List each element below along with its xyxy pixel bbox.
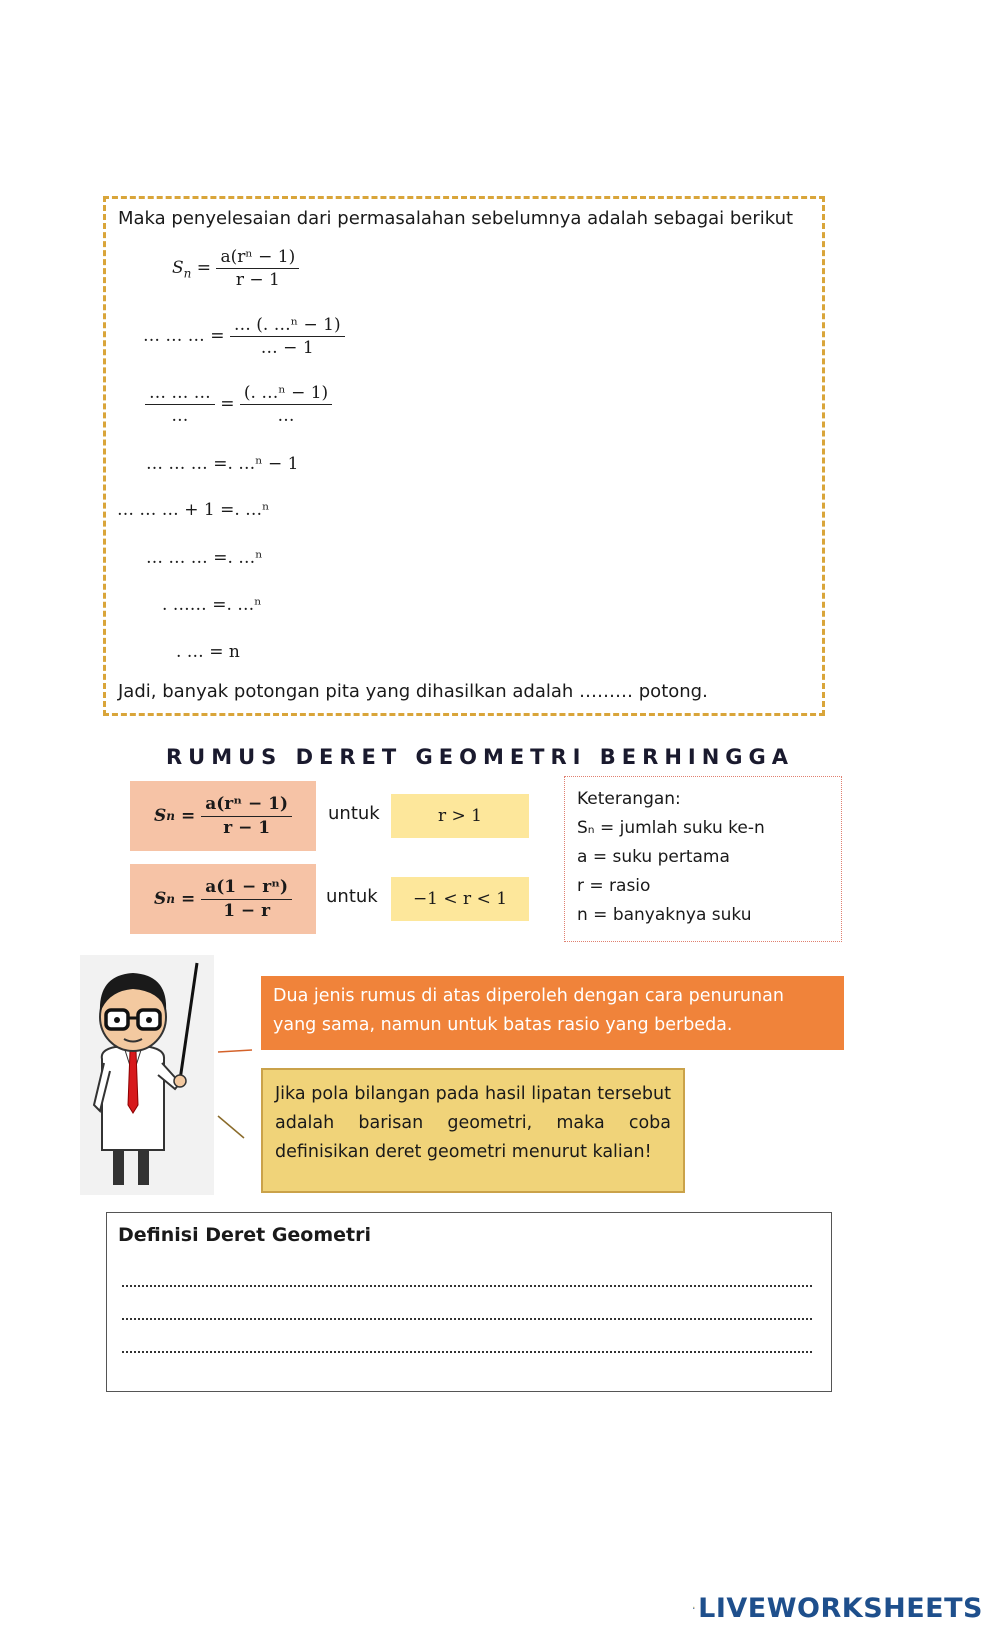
formula-box-1: S n = $\frac{\text{a(rⁿ − 1)}}{r - 1}$	[130, 781, 316, 851]
logo-text: LIVEWORKSHEETS	[698, 1592, 983, 1624]
step-7: . …… =. …ⁿ	[162, 595, 262, 615]
keterangan-item: Sₙ = jumlah suku ke-n	[577, 818, 765, 838]
yellow-speech-box: Jika pola bilangan pada hasil lipatan tersebut adalah barisan geometri, maka coba definisikan deret geometri menurut kalian!	[261, 1068, 685, 1193]
formula-1-fraction: $\frac{\text{a(rⁿ − 1)}}{r - 1}$	[201, 793, 292, 838]
step-4: … … … =. …ⁿ − 1	[146, 454, 299, 474]
untuk-label-2: untuk	[326, 886, 378, 907]
teacher-illustration	[80, 955, 214, 1195]
bubble-connectors	[214, 1040, 262, 1150]
keterangan-item: r = rasio	[577, 876, 651, 896]
keterangan-title: Keterangan:	[577, 789, 681, 809]
answer-line-1[interactable]	[122, 1285, 812, 1287]
step-3: $\frac{\dots \dots \dots}{\dots}$ = $\frac{\text{(. …ⁿ − 1)}}{\dots}$	[145, 382, 332, 427]
keterangan-item: n = banyaknya suku	[577, 905, 752, 925]
answer-line-2[interactable]	[122, 1318, 812, 1320]
step-1: $S_n$ = $\frac{\text{a(rⁿ − 1)}}{r - 1}$	[172, 246, 299, 291]
keterangan-item: a = suku pertama	[577, 847, 730, 867]
step-3-lhs-fraction: $\frac{\dots \dots \dots}{\dots}$	[145, 382, 215, 427]
step-2: … … … = $\frac{\text{… (. …ⁿ − 1)}}{\dots - 1}$	[143, 314, 345, 359]
solution-intro: Maka penyelesaian dari permasalahan sebelumnya adalah sebagai berikut	[118, 208, 794, 229]
step-3-rhs-fraction: $\frac{\text{(. …ⁿ − 1)}}{\dots}$	[240, 382, 332, 427]
condition-box-1: r > 1	[391, 794, 529, 838]
orange-speech-box: Dua jenis rumus di atas diperoleh dengan cara penurunan yang sama, namun untuk batas rasio yang berbeda.	[261, 976, 844, 1050]
red-tie	[128, 1051, 138, 1113]
step-6: … … … =. …ⁿ	[146, 548, 263, 568]
formula-box-2: S n = $\frac{\text{a(1 − rⁿ)}}{1 - r}$	[130, 864, 316, 934]
solution-conclusion: Jadi, banyak potongan pita yang dihasilkan adalah ……… potong.	[118, 681, 708, 702]
condition-box-2: −1 < r < 1	[391, 877, 529, 921]
step-8: . … = n	[176, 642, 240, 662]
step-2-fraction: $\frac{\text{… (. …ⁿ − 1)}}{\dots - 1}$	[230, 314, 345, 359]
step-1-fraction: $\frac{\text{a(rⁿ − 1)}}{r - 1}$	[216, 246, 299, 291]
untuk-label-1: untuk	[328, 803, 380, 824]
answer-line-3[interactable]	[122, 1351, 812, 1353]
logo-icon	[693, 1596, 695, 1620]
liveworksheets-logo	[693, 1592, 983, 1624]
step-5: … … … + 1 =. …ⁿ	[117, 500, 270, 520]
formula-2-fraction: $\frac{\text{a(1 − rⁿ)}}{1 - r}$	[201, 876, 292, 921]
sn-symbol: S	[172, 258, 184, 279]
keterangan-box	[564, 776, 842, 942]
section-title: RUMUS DERET GEOMETRI BERHINGGA	[165, 745, 795, 769]
definition-title: Definisi Deret Geometri	[118, 1224, 372, 1246]
